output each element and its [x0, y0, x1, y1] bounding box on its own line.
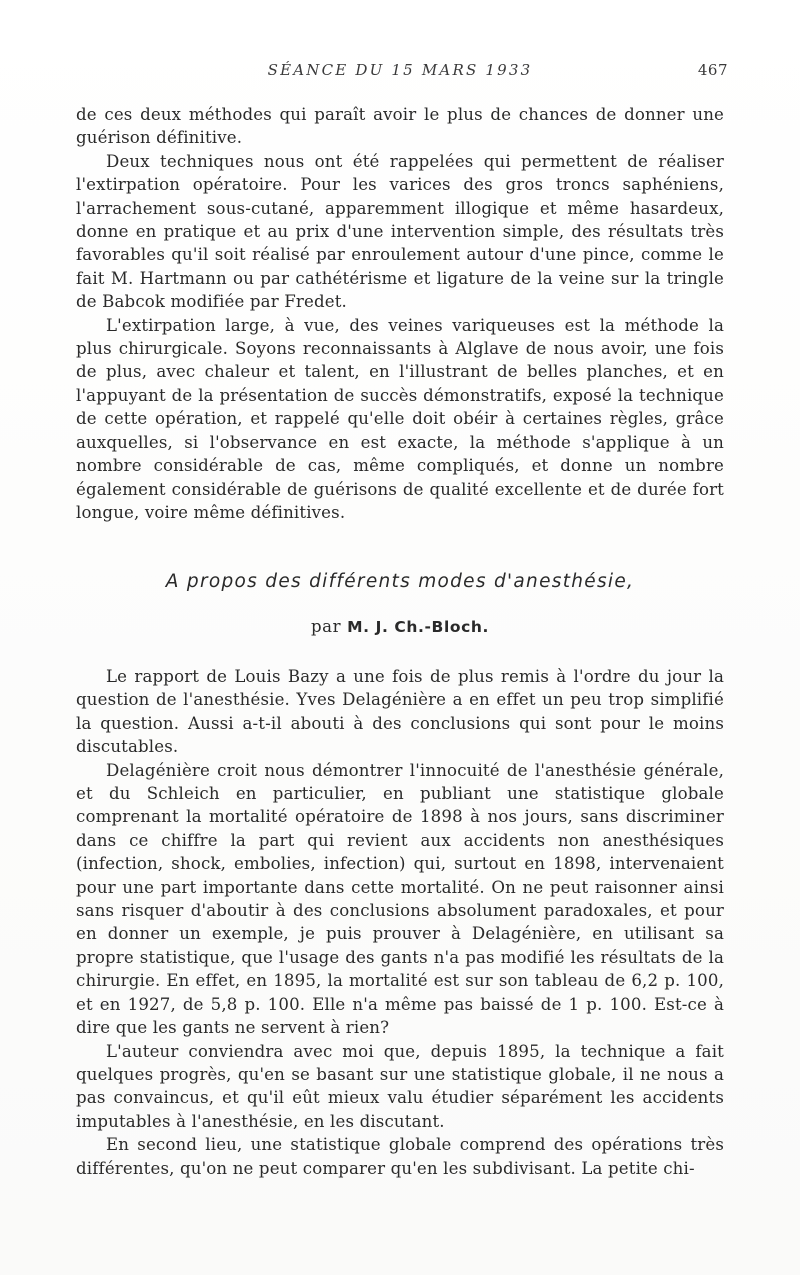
- page-number: 467: [697, 61, 728, 79]
- paragraph: En second lieu, une statistique globale comprend des opérations très différentes, qu'on ne peut comparer qu'en les subdivisant. La petite chi-: [76, 1135, 724, 1178]
- article-title: A propos des différents modes d'anesthésie,: [165, 571, 635, 592]
- running-title: SÉANCE DU 15 MARS 1933: [267, 61, 533, 79]
- article-body: [76, 665, 724, 1180]
- paragraph: L'auteur conviendra avec moi que, depuis 1895, la technique a fait quelques progrès, qu'en se basant sur une statistique globale, il ne nous a pas convaincus, et qu'il eût mieux valu étudier séparément les accidents imputables à l'anesthésie, en les discutant.: [76, 1041, 724, 1131]
- paragraph: L'extirpation large, à vue, des veines variqueuses est la méthode la plus chirurgicale. Soyons reconnaissants à Alglave de nous avoir, une fois de plus, avec chaleur et talent, en l'illustrant de belles planches, et en l'appuyant de la présentation de succès démonstratifs, exposé la technique de cette opération, et rappelé qu'elle doit obéir à certaines règles, grâce auxquelles, si l'observance en est exacte, la méthode s'applique à un nombre considérable de cas, même compliqués, et donne un nombre également considérable de guérisons de qualité excellente et de durée fort longue, voire même définitives.: [76, 315, 724, 522]
- paragraph: de ces deux méthodes qui paraît avoir le plus de chances de donner une guérison définitive.: [76, 105, 724, 148]
- byline: [76, 617, 724, 636]
- paragraph: Delagénière croit nous démontrer l'innocuité de l'anesthésie générale, et du Schleich en particulier, en publiant une statistique globale comprenant la mortalité opératoire de 1898 à nos jours, sans discriminer dans ce chiffre la part qui revient aux accidents non anesthésiques (infection, shock, embolies, infection) qui, surtout en 1898, intervenaient pour une part importante dans cette mortalité. On ne peut raisonner ainsi sans risquer d'aboutir à des conclusions absolument paradoxales, et pour en donner un exemple, je puis prouver à Delagénière, en utilisant sa propre statistique, que l'usage des gants n'a pas modifié les résultats de la chirurgie. En effet, en 1895, la mortalité est sur son tableau de 6,2 p. 100, et en 1927, de 5,8 p. 100. Elle n'a même pas baissé de 1 p. 100. Est-ce à dire que les gants ne servent à rien?: [76, 760, 724, 1038]
- paragraph: Le rapport de Louis Bazy a une fois de plus remis à l'ordre du jour la question de l'anesthésie. Yves Delagénière a en effet un peu trop simplifié la question. Aussi a-t-il abouti à des conclusions qui sont pour le moins discutables.: [76, 667, 724, 757]
- paragraph: Deux techniques nous ont été rappelées qui permettent de réaliser l'extirpation opératoire. Pour les varices des gros troncs saphéniens, l'arrachement sous-cutané, apparemment illogique et même hasardeux, donne en pratique et au prix d'une intervention simple, des résultats très favorables qu'il soit réalisé par enroulement autour d'une pince, comme le fait M. Hartmann ou par cathétérisme et ligature de la veine sur la tringle de Babcok modifiée par Fredet.: [76, 151, 724, 312]
- body-text-continuation: [76, 103, 724, 524]
- running-header: [76, 61, 728, 85]
- author-name: M. J. Ch.-Bloch.: [347, 618, 490, 636]
- byline-prefix: par: [310, 617, 342, 636]
